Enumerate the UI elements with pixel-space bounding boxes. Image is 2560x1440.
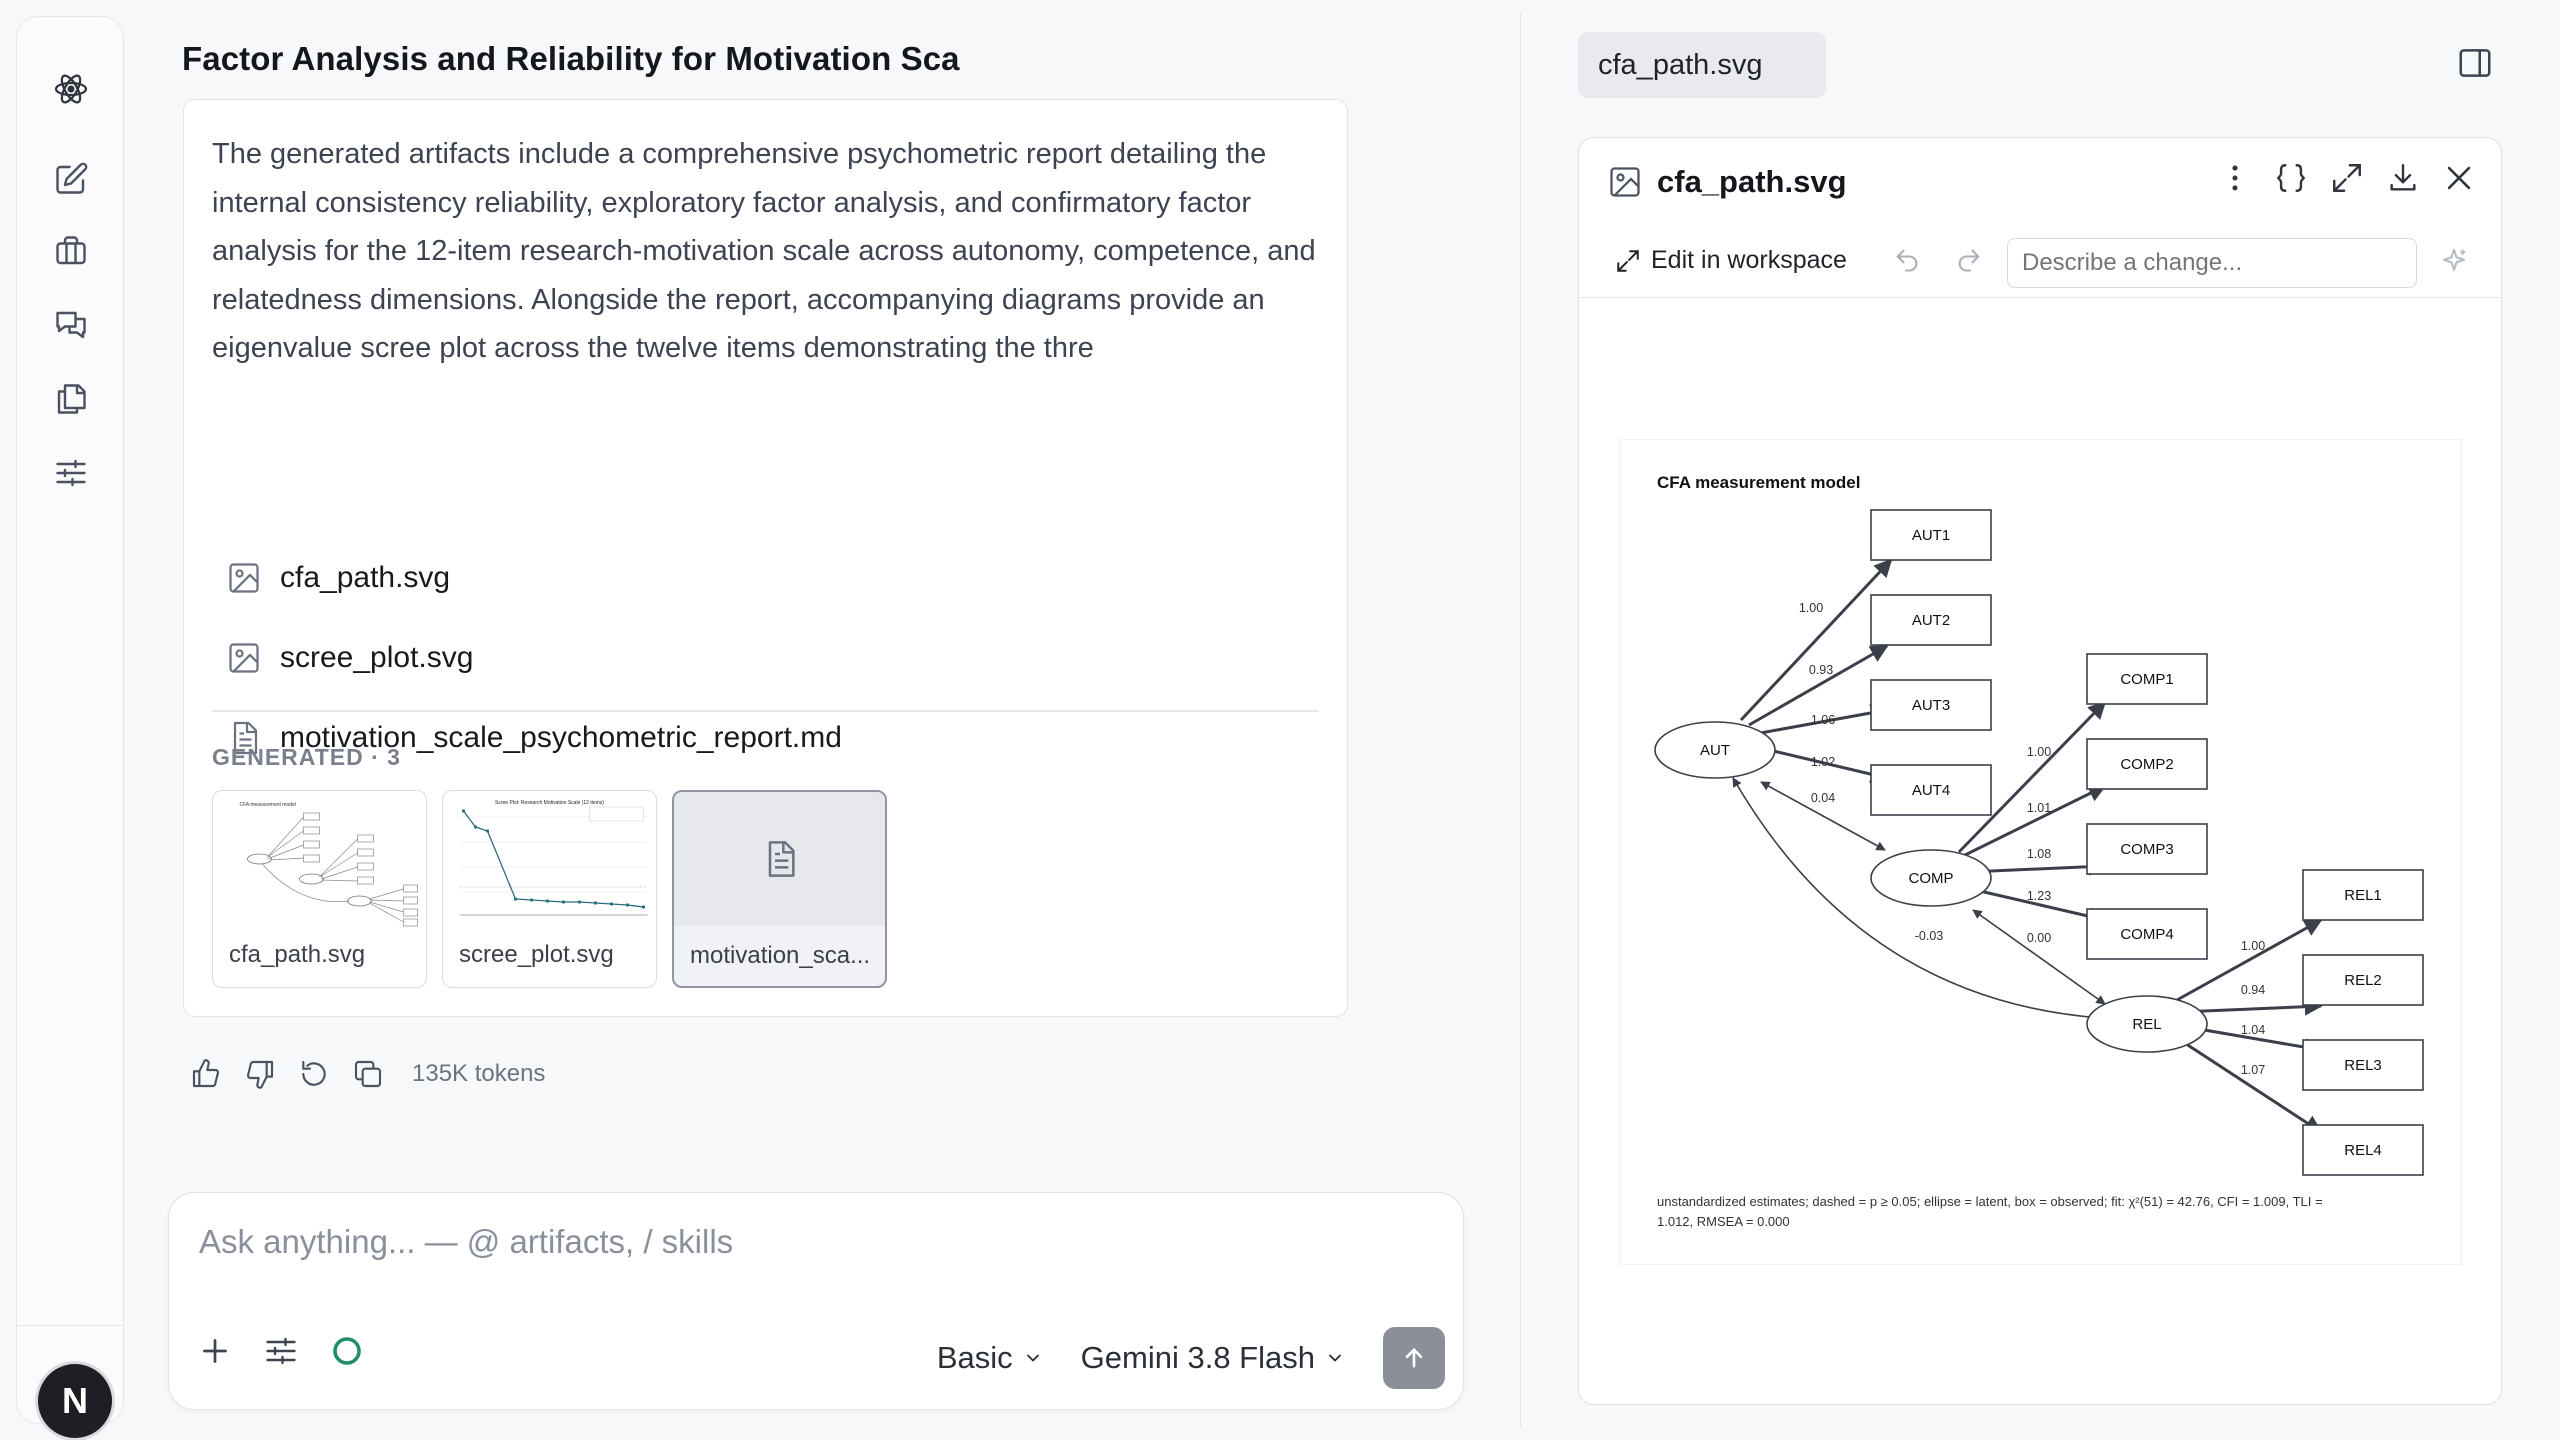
covariance-label: 0.00 <box>2026 931 2052 945</box>
diagram-footnote: 1.012, RMSEA = 0.000 <box>1657 1214 1790 1229</box>
status-ring-icon[interactable] <box>329 1333 365 1369</box>
observed-label: AUT3 <box>1911 697 1951 714</box>
file-name: motivation_scale_psychometric_report.md <box>280 721 842 754</box>
avatar-letter: N <box>62 1380 88 1421</box>
card-divider <box>212 710 1319 712</box>
sliders-icon[interactable] <box>263 1333 299 1369</box>
open-external-icon <box>1615 248 1641 274</box>
chat-title: Factor Analysis and Reliability for Motivation Sca <box>182 40 960 77</box>
loading-label: 1.00 <box>2026 745 2052 759</box>
thumbnail-preview <box>219 797 420 927</box>
document-icon <box>760 839 800 879</box>
composer[interactable] <box>168 1192 1464 1410</box>
redo-icon[interactable] <box>1955 246 1985 276</box>
loading-label: 1.23 <box>2026 889 2052 903</box>
loading-label: 1.02 <box>1810 755 1836 769</box>
loading-label: 1.01 <box>2026 801 2052 815</box>
observed-label: AUT1 <box>1911 527 1951 544</box>
latent-label: AUT <box>1700 742 1730 759</box>
sparkle-icon[interactable] <box>2439 246 2471 278</box>
more-options-icon[interactable] <box>2217 160 2253 196</box>
latent-label: COMP <box>1908 870 1954 887</box>
thumbs-up-icon[interactable] <box>190 1058 222 1090</box>
mode-label: Basic <box>936 1340 1013 1375</box>
artifact-viewer <box>1578 137 2502 1405</box>
plus-icon[interactable] <box>197 1333 233 1369</box>
file-name: cfa_path.svg <box>280 561 451 594</box>
image-icon <box>226 560 262 596</box>
composer-controls <box>937 1327 1445 1389</box>
thumbnail-scree-plot[interactable] <box>442 790 657 988</box>
file-link-scree-plot[interactable] <box>226 634 473 682</box>
panel-toggle-icon[interactable] <box>2456 44 2496 84</box>
model-label: Gemini 3.8 Flash <box>1080 1340 1315 1375</box>
assistant-message-card <box>183 99 1348 1017</box>
loading-label: 0.94 <box>2240 983 2266 997</box>
copy-docs-icon[interactable] <box>51 379 91 419</box>
observed-label: COMP3 <box>2120 841 2174 858</box>
file-link-cfa-path[interactable] <box>226 554 450 602</box>
sliders-icon[interactable] <box>51 453 91 493</box>
thumbnail-label: motivation_sca... <box>690 942 871 969</box>
file-name: scree_plot.svg <box>280 641 474 674</box>
code-braces-icon[interactable] <box>2273 160 2309 196</box>
thumbnail-cfa-path[interactable] <box>212 790 427 988</box>
close-icon[interactable] <box>2441 160 2477 196</box>
cfa-diagram <box>1621 440 2461 1264</box>
left-rail <box>16 16 124 1424</box>
edit-label: Edit in workspace <box>1651 246 1847 274</box>
observed-label: REL4 <box>2344 1142 2382 1159</box>
rail-divider <box>17 1325 123 1326</box>
observed-label: REL2 <box>2344 972 2382 989</box>
observed-label: REL3 <box>2344 1057 2382 1074</box>
thumbnail-preview <box>674 792 885 926</box>
loading-label: 0.93 <box>1808 663 1834 677</box>
generated-label: GENERATED · 3 <box>212 744 401 770</box>
loading-label: 1.06 <box>1810 713 1836 727</box>
briefcase-icon[interactable] <box>51 231 91 271</box>
model-dropdown[interactable] <box>1081 1340 1345 1376</box>
describe-change-input[interactable] <box>2007 238 2417 288</box>
download-icon[interactable] <box>2385 160 2421 196</box>
loading-label: 1.07 <box>2240 1063 2266 1077</box>
observed-label: REL1 <box>2344 887 2382 904</box>
covariance-label: 0.04 <box>1810 791 1836 805</box>
loading-label: 1.04 <box>2240 1023 2266 1037</box>
viewer-title: cfa_path.svg <box>1657 164 1847 199</box>
chevron-down-icon <box>1325 1348 1345 1368</box>
image-icon <box>1607 164 1643 200</box>
chats-icon[interactable] <box>51 305 91 345</box>
observed-label: AUT4 <box>1911 782 1951 799</box>
edit-in-workspace-button[interactable] <box>1615 246 1847 275</box>
diagram-title: CFA measurement model <box>1657 473 1861 492</box>
covariance-label: -0.03 <box>1914 929 1944 943</box>
viewer-toolbar <box>2217 160 2477 196</box>
chevron-down-icon <box>1023 1348 1043 1368</box>
thumbnail-preview <box>449 797 650 927</box>
thumbs-down-icon[interactable] <box>244 1058 276 1090</box>
copy-icon[interactable] <box>352 1058 384 1090</box>
new-chat-icon[interactable] <box>51 159 91 199</box>
viewer-header <box>1579 138 2501 298</box>
assistant-message-text: The generated artifacts include a comprehensive psychometric report detailing the internal consistency reliability, exploratory factor analysis, and confirmatory factor analysis for the 12-item research-motivation scale across autonomy, competence, and relatedness dimensions. Alongside the report, accompanying diagrams provide an eigenvalue scree plot across the twelve items demonstrating the thre <box>212 138 1316 364</box>
expand-icon[interactable] <box>2329 160 2365 196</box>
thumbnail-report[interactable] <box>672 790 887 988</box>
undo-icon[interactable] <box>1893 246 1923 276</box>
diagram-footnote: unstandardized estimates; dashed = p ≥ 0.05; ellipse = latent, box = observed; fit: χ²(51) = 42.76, CFI = 1.009, TLI = <box>1657 1194 2323 1209</box>
svg-text:CFA measurement model: CFA measurement model <box>239 802 296 808</box>
avatar[interactable] <box>38 1364 112 1438</box>
mode-dropdown[interactable] <box>937 1340 1043 1376</box>
observed-label: COMP1 <box>2120 671 2174 688</box>
artifact-tab[interactable]: cfa_path.svg <box>1578 32 1826 98</box>
loading-label: 1.00 <box>2240 939 2266 953</box>
arrow-up-icon <box>1400 1344 1428 1372</box>
token-count: 135K tokens <box>412 1060 546 1087</box>
image-icon <box>226 640 262 676</box>
message-actions <box>190 1058 545 1090</box>
send-button[interactable] <box>1383 1327 1445 1389</box>
composer-tools <box>197 1333 365 1369</box>
atom-logo-icon[interactable] <box>51 69 91 109</box>
thumbnail-label: cfa_path.svg <box>229 941 366 968</box>
observed-label: AUT2 <box>1911 612 1951 629</box>
thumbnail-preview-title: Scree Plot: Research Motivation Scale (12 items) <box>495 800 604 806</box>
loading-label: 1.08 <box>2026 847 2052 861</box>
thumbnail-label: scree_plot.svg <box>459 941 614 968</box>
loading-label: 1.00 <box>1798 601 1824 615</box>
latent-label: REL <box>2132 1016 2162 1033</box>
observed-label: COMP4 <box>2120 926 2174 943</box>
composer-input[interactable]: Ask anything... — @ artifacts, / skills <box>199 1223 734 1260</box>
pane-divider[interactable] <box>1520 12 1521 1428</box>
observed-label: COMP2 <box>2120 756 2174 773</box>
regenerate-icon[interactable] <box>298 1058 330 1090</box>
